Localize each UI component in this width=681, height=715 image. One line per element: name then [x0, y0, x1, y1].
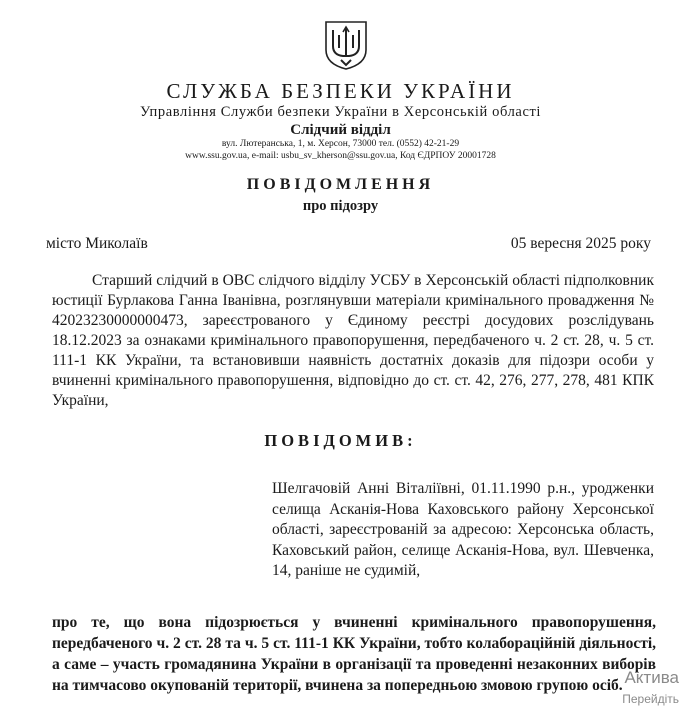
address-line: вул. Лютеранська, 1, м. Херсон, 73000 тел. (0552) 42-21-29: [221, 139, 460, 149]
notified-heading: ПОВІДОМИВ:: [264, 431, 417, 450]
date-text: 05 вересня 2025 року: [510, 235, 651, 252]
activation-watermark: [622, 668, 679, 706]
contacts-line: www.ssu.gov.ua, e-mail: usbu_sv_kherson@ssu.gov.ua, Код ЄДРПОУ 20001728: [185, 151, 496, 161]
intro-paragraph: Старший слідчий в ОВС слідчого відділу УСБУ в Херсонській області підполковник юстиції Бурлакова Ганна Іванівна, розглянувши матеріали кримінального провадження № 42023230000000473, зареєстрованого у Єдиному реєстрі досудових розслідувань 18.12.2023 за ознаками кримінального правопорушення, передбаченого ч. 2 ст. 28, ч. 5 ст. 111-1 КК України, та встановивши наявність достатніх доказів для підозри особи у вчиненні кримінального правопорушення, відповідно до ст. ст. 42, 276, 277, 278, 481 КПК України,: [52, 272, 654, 409]
service-name: СЛУЖБА БЕЗПЕКИ УКРАЇНИ: [166, 79, 515, 103]
watermark-line-2: Перейдіть: [622, 692, 679, 706]
unit-name: Слідчий відділ: [290, 122, 391, 138]
suspicion-paragraph: про те, що вона підозрюється у вчиненні кримінального правопорушення, передбаченого ч. 2 ст. 28 та ч. 5 ст. 111-1 КК України, тобто колабораційній діяльності, а саме – участь громадянина України в організації та проведенні незаконних виборів на тимчасово окупованій території, вчинена за попередньою змовою групою осіб.: [52, 614, 656, 694]
document-subtitle: про підозру: [302, 198, 379, 214]
trident-coat-of-arms-icon: [323, 20, 369, 70]
department-name: Управління Служби безпеки України в Херсонській області: [139, 104, 542, 120]
document-title: ПОВІДОМЛЕННЯ: [246, 176, 435, 193]
place-text: місто Миколаїв: [46, 235, 148, 252]
watermark-line-1: Актива: [624, 668, 679, 687]
person-paragraph: Шелгачовій Анні Віталіївні, 01.11.1990 р.н., уродженки селища Асканія-Нова Каховського району Херсонської області, зареєстрованій за адресою: Херсонська область, Каховський район, селище Асканія-Нова, вул. Шевченка, 14, раніше не судимій,: [272, 480, 654, 579]
